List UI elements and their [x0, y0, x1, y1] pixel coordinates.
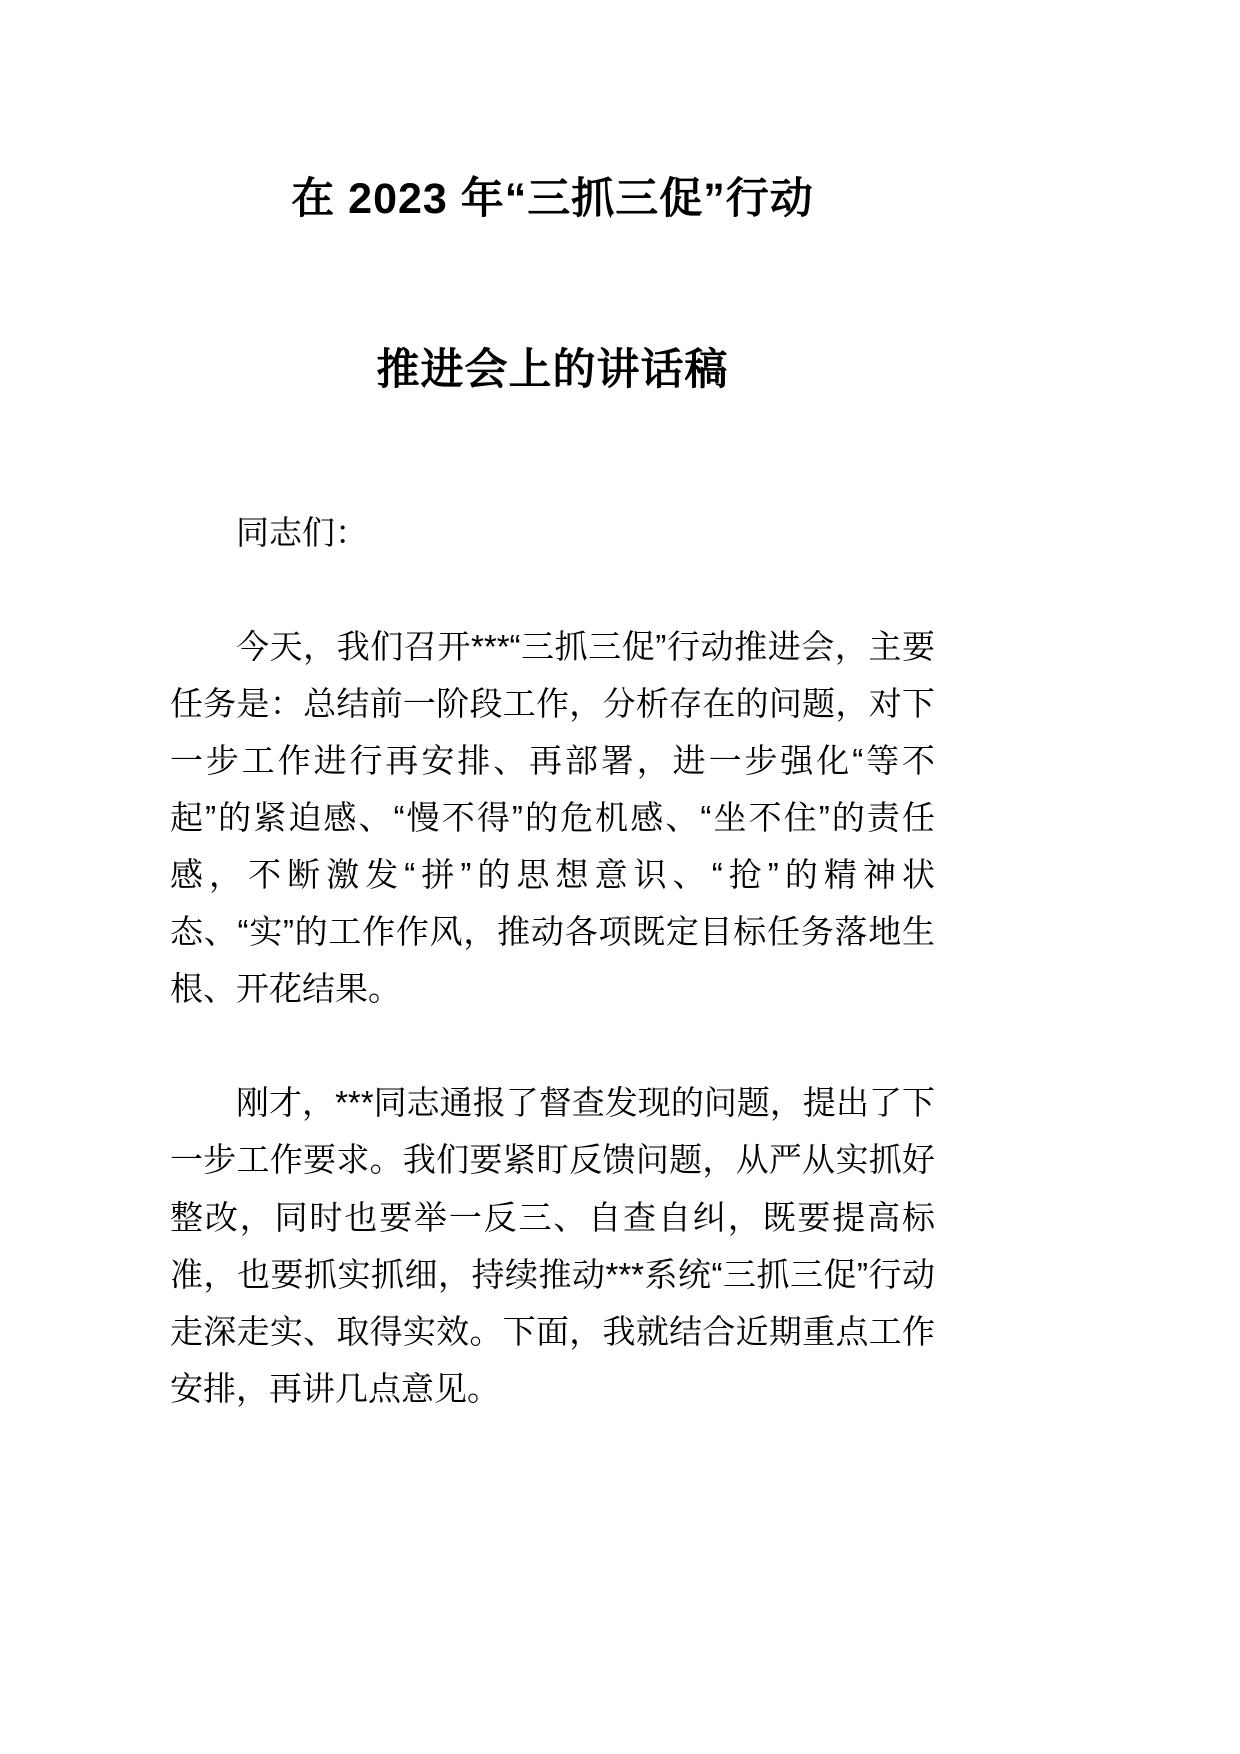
- paragraph-2: 刚才，***同志通报了督查发现的问题，提出了下一步工作要求。我们要紧盯反馈问题，从严从实抓好整改，同时也要举一反三、自查自纠，既要提高标准，也要抓实抓细，持续推动***系统“三抓三促”行动走深走实、取得实效。下面，我就结合近期重点工作安排，再讲几点意见。: [170, 1084, 935, 1407]
- salutation: 同志们：: [236, 513, 368, 551]
- paragraph-1: 今天，我们召开***“三抓三促”行动推进会，主要任务是：总结前一阶段工作，分析存在的问题，对下一步工作进行再安排、再部署，进一步强化“等不起”的紧迫感、“慢不得”的危机感、“坐不住”的责任感，不断激发“拼”的思想意识、“抢”的精神状态、“实”的工作作风，推动各项既定目标任务落地生根、开花结果。: [170, 627, 935, 1008]
- document-title-line1: 在 2023 年“三抓三促”行动: [291, 175, 814, 223]
- document-title-line2: 推进会上的讲话稿: [376, 345, 729, 394]
